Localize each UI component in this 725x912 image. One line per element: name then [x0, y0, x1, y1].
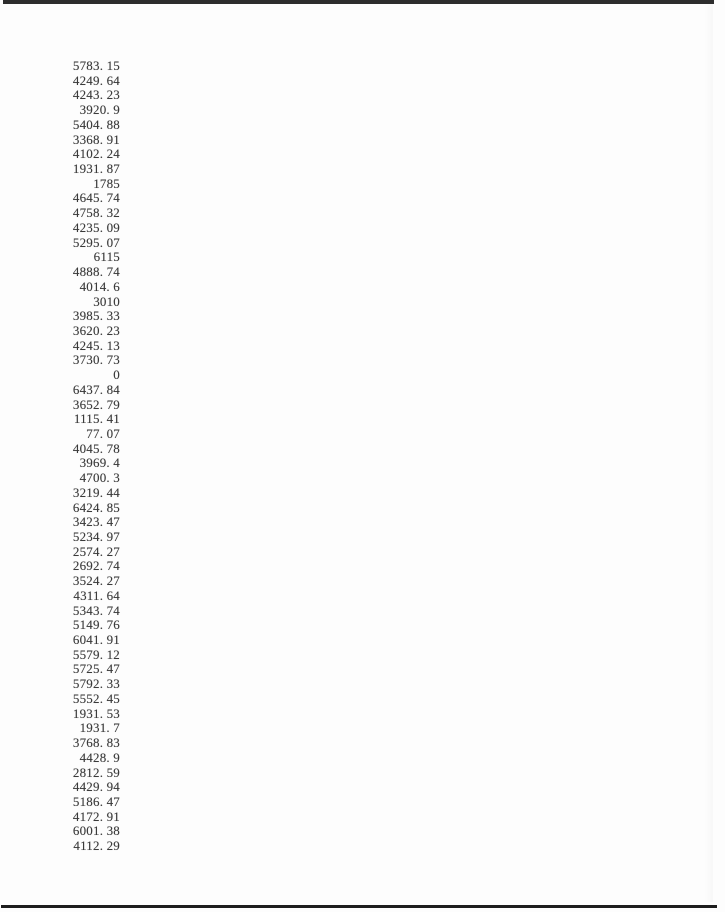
value-cell: 5783. 15 [72, 58, 120, 73]
value-cell: 3368. 91 [72, 131, 120, 147]
value-cell: 5186. 47 [72, 793, 120, 809]
value-cell: 5552. 45 [72, 690, 120, 706]
number-column [0, 59, 120, 854]
page-top-edge-bar [3, 0, 714, 4]
value-cell: 4045. 78 [72, 440, 120, 456]
value-cell: 2692. 74 [72, 558, 120, 574]
value-cell: 1931. 7 [79, 720, 120, 736]
value-cell: 6041. 91 [72, 632, 120, 648]
value-cell: 4172. 91 [72, 808, 120, 824]
value-cell: 3423. 47 [72, 514, 120, 530]
value-cell: 4429. 94 [72, 779, 120, 795]
value-cell: 4235. 09 [72, 219, 120, 235]
value-cell: 3219. 44 [72, 484, 120, 500]
value-cell: 5404. 88 [72, 116, 120, 132]
value-cell: 1931. 87 [72, 161, 120, 177]
value-cell: 3985. 33 [72, 308, 120, 324]
value-cell: 5725. 47 [72, 661, 120, 677]
value-cell: 1115. 41 [73, 411, 120, 427]
value-cell: 6001. 38 [72, 823, 120, 839]
value-cell: 77. 07 [86, 425, 120, 441]
value-cell: 0 [113, 367, 120, 383]
value-cell: 3620. 23 [72, 322, 120, 338]
value-cell: 5149. 76 [72, 617, 120, 633]
page-bottom-edge-rule [1, 905, 717, 908]
value-cell: 4311. 64 [73, 587, 120, 603]
value-cell: 5343. 74 [72, 602, 120, 618]
value-cell: 3768. 83 [72, 735, 120, 751]
value-cell: 6115 [93, 249, 120, 265]
value-cell: 3969. 4 [79, 455, 120, 471]
value-cell: 4249. 64 [72, 72, 120, 88]
value-cell: 3524. 27 [72, 573, 120, 589]
value-cell: 4428. 9 [79, 749, 120, 765]
value-cell: 4888. 74 [72, 264, 120, 280]
value-cell: 3652. 79 [72, 396, 120, 412]
value-cell: 2574. 27 [72, 543, 120, 559]
value-cell: 3010 [93, 293, 120, 309]
value-cell: 4243. 23 [72, 87, 120, 103]
value-cell: 4700. 3 [79, 470, 120, 486]
value-cell: 4645. 74 [72, 190, 120, 206]
value-cell: 4014. 6 [79, 278, 120, 294]
value-cell: 4102. 24 [72, 146, 120, 162]
value-cell: 1785 [93, 175, 120, 191]
value-cell: 6437. 84 [72, 381, 120, 397]
value-cell: 4112. 29 [73, 838, 120, 854]
value-cell: 4758. 32 [72, 205, 120, 221]
value-cell: 5579. 12 [72, 646, 120, 662]
value-cell: 6424. 85 [72, 499, 120, 515]
value-cell: 3920. 9 [79, 102, 120, 118]
value-cell: 2812. 59 [72, 764, 120, 780]
value-cell: 5295. 07 [72, 234, 120, 250]
page-right-edge-shade [704, 4, 713, 902]
value-cell: 5792. 33 [72, 676, 120, 692]
value-cell: 5234. 97 [72, 529, 120, 544]
value-cell: 3730. 73 [72, 352, 120, 368]
value-cell: 1931. 53 [72, 705, 120, 721]
value-cell: 4245. 13 [72, 337, 120, 353]
